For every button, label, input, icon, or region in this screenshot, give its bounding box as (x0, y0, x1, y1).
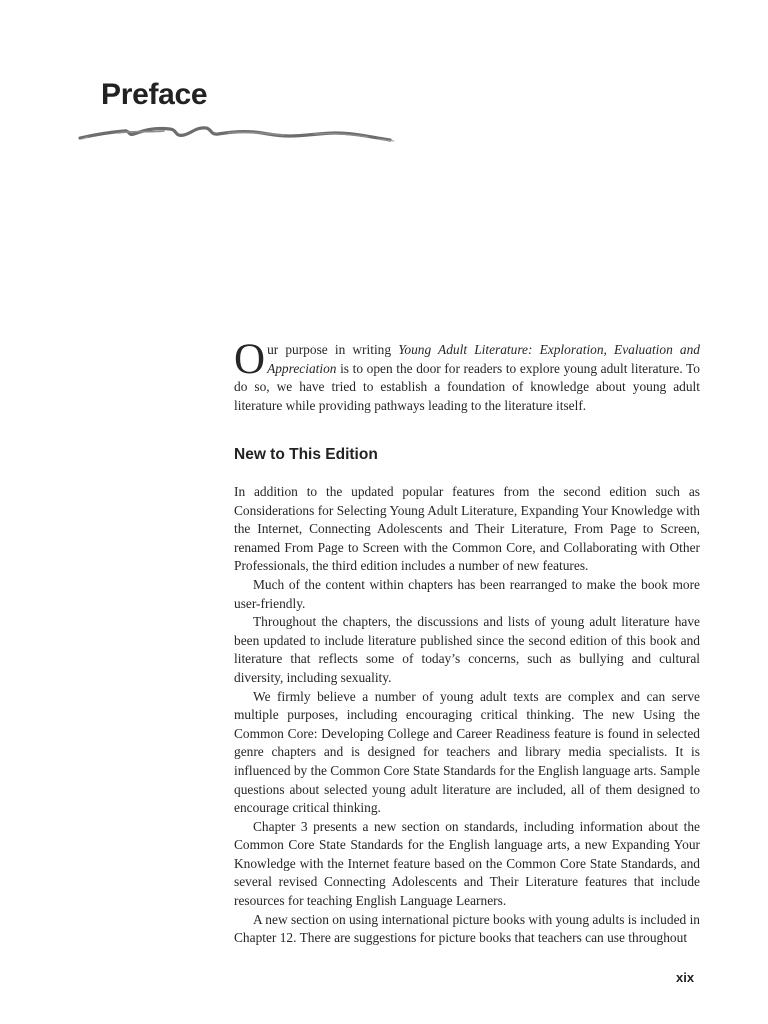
body-paragraph: Chapter 3 presents a new section on standards, including information about the Common Core State Standards for the English language arts, a new Expanding Your Knowledge with the Internet feature based on the Common Core State Standards, and several revised Connecting Adolescents and Their Literature features that include resources for teaching English Language Learners. (234, 818, 700, 909)
body-paragraph: Throughout the chapters, the discussions and lists of young adult literature have been updated to include literature published since the second edition of this book and literature that reflects some of today’s concerns, such as bullying and cultural diversity, including sexuality. (234, 614, 700, 685)
book-title: Young Adult Literature: Exploration, Evaluation and Appreciation (267, 342, 700, 376)
section-heading: New to This Edition (234, 446, 378, 463)
body-paragraph: In addition to the updated popular features from the second edition such as Considerations for Selecting Young Adult Literature, Expanding Your Knowledge with the Internet, Connecting Adolescents and Their Literature, From Page to Screen, renamed From Page to Screen with the Common Core, and Collaborating with Other Professionals, the third edition includes a number of new features. (234, 484, 700, 574)
intro-paragraph (234, 336, 700, 415)
page-number: xix (676, 970, 695, 985)
drop-cap: O (234, 336, 266, 383)
page-title: Preface (101, 78, 208, 111)
body-paragraph: Much of the content within chapters has been rearranged to make the book more user-friendly. (234, 576, 700, 611)
intro-lead: ur purpose in writing (267, 342, 399, 357)
body-paragraph: A new section on using international picture books with young adults is included in Chapter 12. There are suggestions for picture books that teachers can use throughout (234, 911, 700, 946)
section-body (234, 483, 700, 948)
intro-rest: is to open the door for readers to explore young adult literature. To do so, we have tried to establish a foundation of knowledge about young adult literature while providing pathways leading to the literature itself. (234, 360, 700, 413)
body-paragraph: We firmly believe a number of young adult texts are complex and can serve multiple purposes, including encouraging critical thinking. The new Using the Common Core: Developing College and Career Readiness feature is found in selected genre chapters and is designed for teachers and library media specialists. It is influenced by the Common Core State Standards for the English language arts. Sample questions about selected young adult literature are included, all of them designed to encourage critical thinking. (234, 688, 700, 816)
brush-stroke-divider (78, 118, 398, 152)
